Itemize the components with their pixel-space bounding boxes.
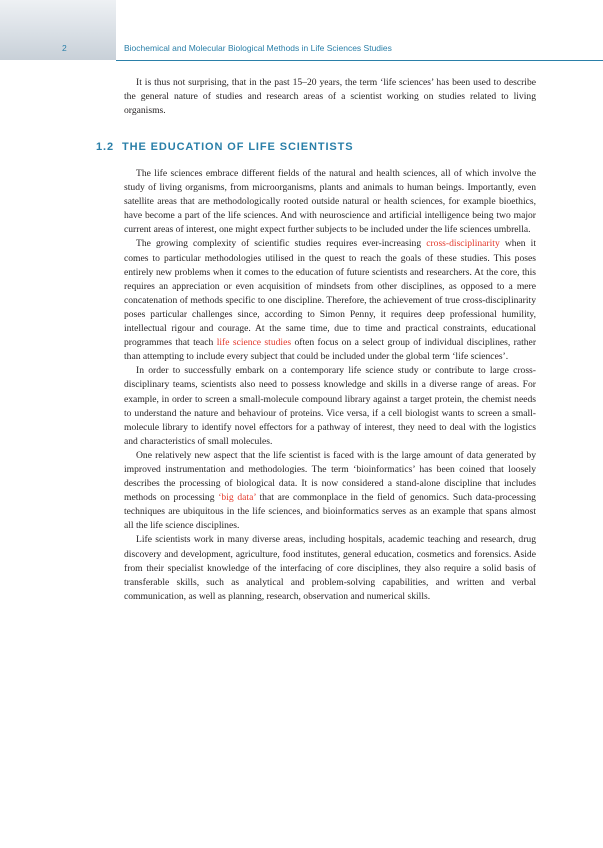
- paragraph-2: [124, 237, 536, 364]
- paragraph-2-part-c: often focus on a select group of individual disciplines, rather than attempting to include every subject that could be included under the global term ‘life sciences’.: [124, 337, 537, 363]
- section-body: [124, 167, 536, 604]
- intro-paragraph: It is thus not surprising, that in the past 15–20 years, the term ‘life sciences’ has been used to describe the general nature of studies and research areas of a scientist working on studies related to living organisms.: [124, 77, 536, 117]
- paragraph-3: In order to successfully embark on a contemporary life science study or contribute to large cross-disciplinary teams, scientists also need to possess knowledge and skills in a diverse range of areas. For example, in order to screen a small-molecule compound library against a target protein, the chemist needs to understand the nature and behaviour of proteins. Vice versa, if a cell biologist wants to screen a small-molecule library to identify novel effectors for a pathway of interest, they need to deal with the logistics and characteristics of small molecules.: [124, 365, 536, 447]
- paragraph-4: [124, 449, 536, 534]
- header-rule: [116, 60, 603, 61]
- running-title: Biochemical and Molecular Biological Methods in Life Sciences Studies: [124, 43, 392, 53]
- paragraph-4-part-a: One relatively new aspect that the life scientist is faced with is the large amount of data generated by improved instrumentation and methodologies. The term ‘bioinformatics’ has been coined that loosely describes the processing of biological data. It is now considered a stand-alone discipline that includes methods on processing: [124, 449, 536, 504]
- paragraph-2-part-a: The growing complexity of scientific studies requires ever-increasing: [136, 238, 427, 250]
- intro-text: [124, 76, 536, 118]
- page-corner-tab: [0, 0, 116, 60]
- section-heading: [96, 141, 354, 153]
- big-data-link[interactable]: ‘big data’: [218, 492, 256, 504]
- section-number: 1.2: [96, 141, 114, 153]
- cross-disciplinarity-link[interactable]: cross-disciplinarity: [426, 238, 500, 250]
- paragraph-1: The life sciences embrace different fields of the natural and health sciences, all of which involve the study of living organisms, from microorganisms, plants and animals to human beings. Importantly, even satellite areas that are methodologically rooted outside natural or health sciences, for example bioethics, have become a part of the life sciences. And with neuroscience and artificial intelligence being two major current areas of interest, one might expect further subjects to be included under the life sciences umbrella.: [124, 168, 536, 236]
- section-title: THE EDUCATION OF LIFE SCIENTISTS: [122, 141, 354, 153]
- life-science-studies-link[interactable]: life science studies: [216, 337, 292, 349]
- paragraph-2-part-b: when it comes to particular methodologies utilised in the quest to reach the goals of these studies. This poses entirely new problems when it comes to the education of future scientists and researchers. At the core, this requires an appreciation or even acquisition of mindsets from other disciplines, as opposed to a mere concatenation of methods specific to one discipline. Therefore, the achievement of true cross-disciplinarity poses particular challenges since, according to Simon Penny, it requires deep professional humility, intellectual rigour and courage. At the same time, due to time and practical constraints, educational programmes that teach: [124, 238, 536, 349]
- paragraph-5: Life scientists work in many diverse areas, including hospitals, academic teaching and research, drug discovery and development, agriculture, food institutes, general education, cosmetics and forensics. Aside from their specialist knowledge of the interfacing of core disciplines, they also require a solid basis of transferable skills, such as analytical and problem-solving capabilities, and written and verbal communication, as well as planning, research, observation and numerical skills.: [124, 534, 536, 602]
- paragraph-4-part-b: that are commonplace in the field of genomics. Such data-processing techniques are ubiquitous in the life sciences, and bioinformatics serves as an example that spans almost all the life science disciplines.: [124, 492, 536, 532]
- page-number: 2: [62, 43, 67, 53]
